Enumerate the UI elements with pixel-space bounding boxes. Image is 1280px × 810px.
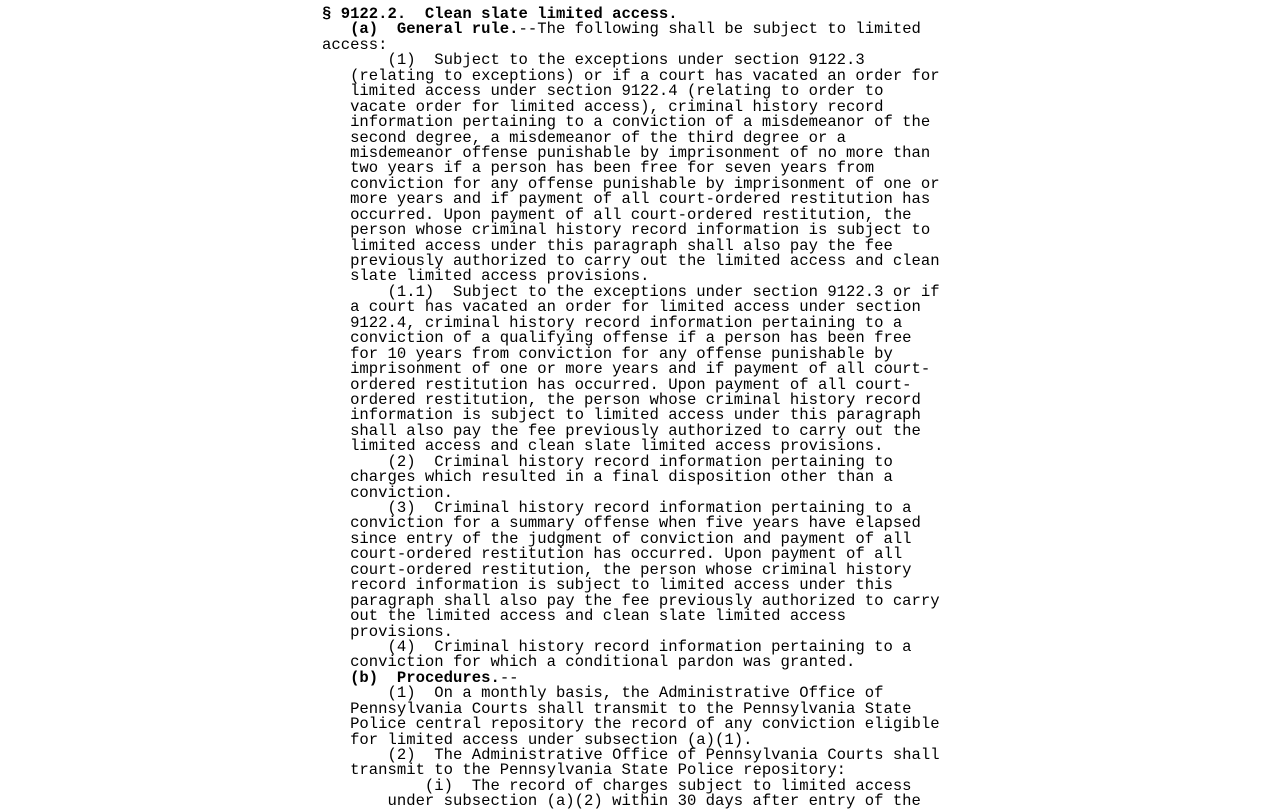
- body-text: 9122.4, criminal history record information pertaining to a: [322, 313, 903, 332]
- body-text: since entry of the judgment of conviction and payment of all: [322, 529, 912, 548]
- body-text: Police central repository the record of any conviction eligible: [322, 715, 940, 734]
- bold-heading-text: (a) General rule.: [350, 20, 519, 39]
- body-text: (4) Criminal history record information pertaining to a: [322, 637, 912, 656]
- body-text: conviction for which a conditional pardon was granted.: [322, 653, 856, 672]
- body-text: information is subject to limited access under this paragraph: [322, 406, 921, 425]
- body-text: transmit to the Pennsylvania State Police repository:: [322, 761, 847, 780]
- body-text: ordered restitution, the person whose criminal history record: [322, 390, 921, 409]
- body-text: ordered restitution has occurred. Upon payment of all court-: [322, 375, 912, 394]
- body-text: vacate order for limited access), criminal history record: [322, 97, 884, 116]
- body-text: conviction for any offense punishable by imprisonment of one or: [322, 174, 940, 193]
- body-text: second degree, a misdemeanor of the third degree or a: [322, 128, 847, 147]
- body-text: (1) Subject to the exceptions under section 9122.3: [322, 51, 865, 70]
- body-text: --: [499, 668, 519, 687]
- body-text: occurred. Upon payment of all court-ordered restitution, the: [322, 205, 912, 224]
- body-text: charges which resulted in a final disposition other than a: [322, 468, 893, 487]
- body-text: limited access under this paragraph shall also pay the fee: [322, 236, 893, 255]
- body-text: more years and if payment of all court-ordered restitution has: [322, 190, 931, 209]
- bold-heading-text: (b) Procedures.: [350, 668, 500, 687]
- body-text: --The following shall be subject to limited: [518, 20, 921, 39]
- body-text: information pertaining to a conviction of a misdemeanor of the: [322, 113, 931, 132]
- document-line: [322, 22, 982, 37]
- document-line: [322, 794, 982, 809]
- body-text: two years if a person has been free for seven years from: [322, 159, 875, 178]
- body-text: (2) Criminal history record information pertaining to: [322, 452, 893, 471]
- body-text: (relating to exceptions) or if a court has vacated an order for: [322, 66, 940, 85]
- body-text: out the limited access and clean slate limited access: [322, 607, 847, 626]
- body-text: imprisonment of one or more years and if payment of all court-: [322, 360, 931, 379]
- body-text: paragraph shall also pay the fee previously authorized to carry: [322, 591, 940, 610]
- body-text: slate limited access provisions.: [322, 267, 650, 286]
- body-text: provisions.: [322, 622, 454, 641]
- bold-heading-text: § 9122.2. Clean slate limited access.: [322, 5, 678, 23]
- body-text: for limited access under subsection (a)(1).: [322, 730, 753, 749]
- body-text: (i) The record of charges subject to limited access: [322, 776, 912, 795]
- body-text: person whose criminal history record information is subject to: [322, 221, 931, 240]
- body-text: conviction.: [322, 483, 454, 502]
- body-text: (3) Criminal history record information pertaining to a: [322, 499, 912, 517]
- body-text: for 10 years from conviction for any offense punishable by: [322, 344, 893, 363]
- body-text: shall also pay the fee previously authorized to carry out the: [322, 421, 921, 440]
- body-text: (1) On a monthly basis, the Administrative Office of: [322, 684, 884, 703]
- body-text: Pennsylvania Courts shall transmit to the Pennsylvania State: [322, 699, 912, 718]
- body-text: under subsection (a)(2) within 30 days after entry of the: [322, 792, 921, 810]
- body-text: previously authorized to carry out the limited access and clean: [322, 252, 940, 270]
- body-text: access:: [322, 35, 388, 54]
- body-text: a court has vacated an order for limited access under section: [322, 298, 921, 317]
- body-text: (2) The Administrative Office of Pennsylvania Courts shall: [322, 746, 940, 764]
- body-text: limited access under section 9122.4 (relating to order to: [322, 82, 884, 101]
- body-text: conviction for a summary offense when five years have elapsed: [322, 514, 921, 533]
- body-text: misdemeanor offense punishable by imprisonment of no more than: [322, 143, 931, 162]
- body-text: court-ordered restitution, the person whose criminal history: [322, 560, 912, 579]
- body-text: court-ordered restitution has occurred. Upon payment of all: [322, 545, 903, 564]
- statute-document: [322, 7, 982, 810]
- body-text: conviction of a qualifying offense if a person has been free: [322, 329, 912, 348]
- body-text: limited access and clean slate limited access provisions.: [322, 437, 884, 456]
- body-text: record information is subject to limited access under this: [322, 576, 893, 595]
- body-text: (1.1) Subject to the exceptions under section 9122.3 or if: [322, 282, 940, 301]
